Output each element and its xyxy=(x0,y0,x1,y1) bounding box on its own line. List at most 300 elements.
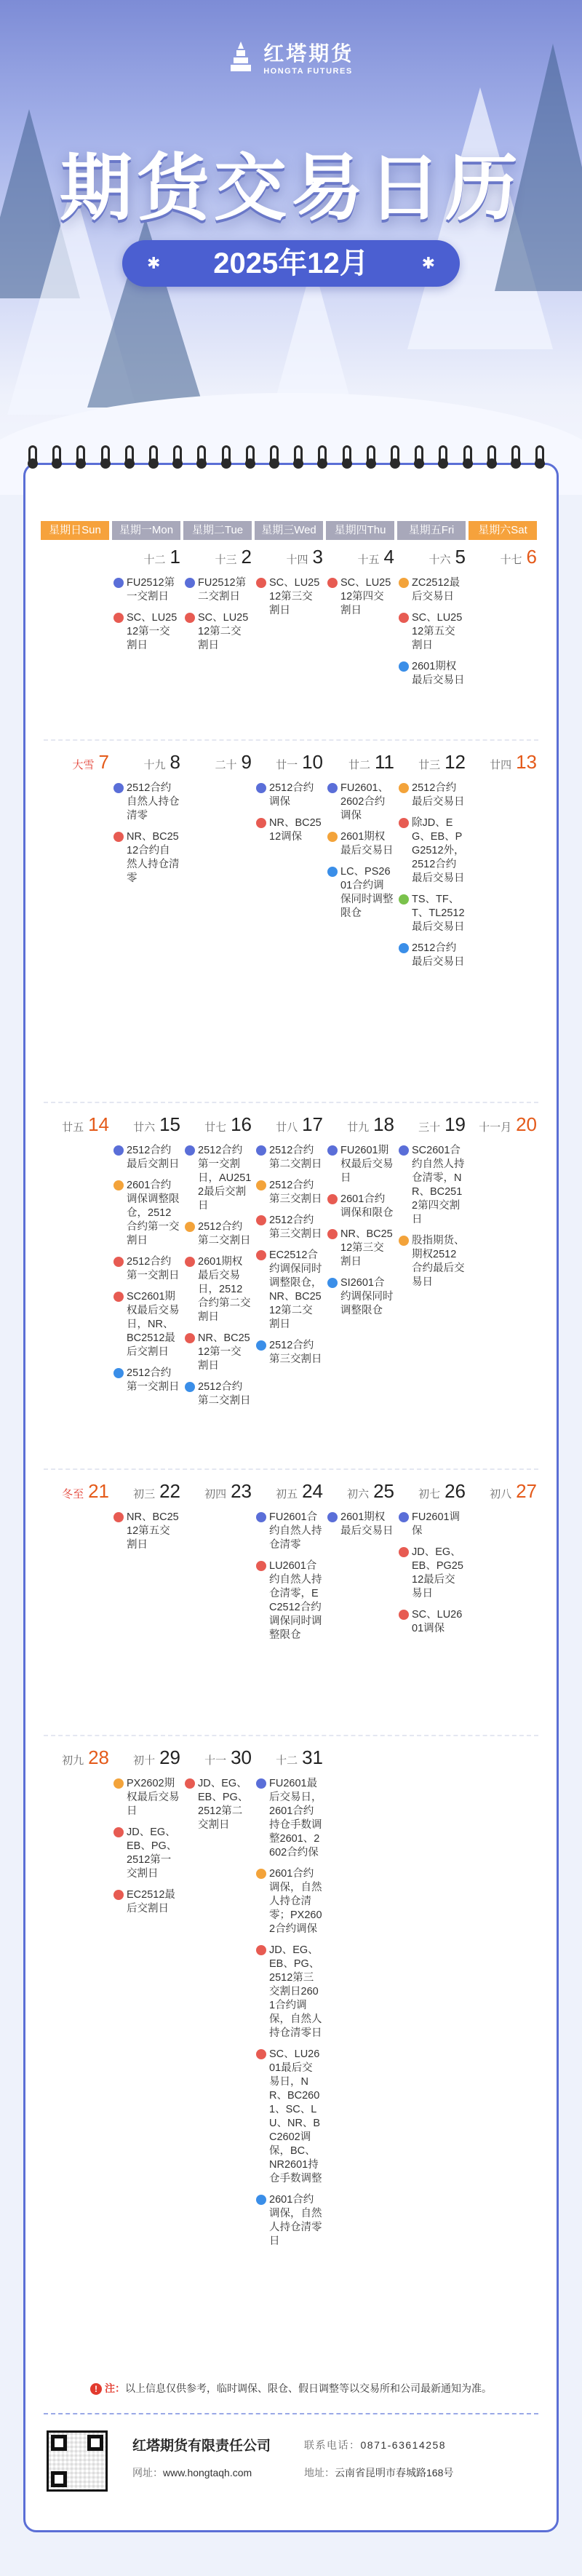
day-number: 28 xyxy=(88,1746,109,1768)
page-title: 期货交易日历 xyxy=(60,148,522,229)
day-header xyxy=(183,750,252,774)
website-label: 网址： xyxy=(132,2467,163,2478)
binder-ring xyxy=(317,445,327,470)
event-text: FU2601最后交易日，2601合约持仓手数调整2601、2602合约保 xyxy=(269,1778,322,1859)
calendar-event xyxy=(112,1290,180,1359)
week-divider xyxy=(44,739,538,741)
event-text: NR、BC2512第三交割日 xyxy=(340,1228,393,1268)
exchange-icon xyxy=(399,1512,409,1522)
calendar-day[interactable] xyxy=(183,1112,252,1408)
company-address xyxy=(304,2465,453,2480)
day-number: 16 xyxy=(231,1113,252,1135)
calendar-event xyxy=(397,1144,466,1227)
day-header xyxy=(326,750,394,774)
exchange-icon xyxy=(399,1610,409,1620)
disclaimer-note xyxy=(44,2381,538,2396)
event-text: FU2601、2602合约调保 xyxy=(340,782,389,822)
event-text: 2601期权最后交易日 xyxy=(412,661,465,686)
binder-rings xyxy=(28,445,554,474)
calendar-event xyxy=(326,1276,394,1318)
event-text: TS、TF、T、TL2512最后交易日 xyxy=(412,894,465,933)
exchange-icon xyxy=(185,1382,195,1392)
lunar-date: 二十 xyxy=(215,759,237,771)
day-header xyxy=(112,1112,180,1137)
calendar-event xyxy=(397,660,466,688)
calendar-event xyxy=(326,1144,394,1185)
exchange-icon xyxy=(113,613,124,623)
calendar-day[interactable] xyxy=(255,750,323,844)
calendar-event xyxy=(112,1511,180,1552)
calendar-day[interactable] xyxy=(469,1112,537,1137)
lunar-date: 廿二 xyxy=(348,759,370,771)
calendar-event xyxy=(183,611,252,653)
exchange-icon xyxy=(327,1194,338,1204)
calendar-event xyxy=(112,1826,180,1881)
day-number: 23 xyxy=(231,1480,252,1502)
event-text: 股指期货、期权2512合约最后交易日 xyxy=(412,1235,465,1288)
calendar-day[interactable] xyxy=(469,750,537,774)
lunar-date: 十三 xyxy=(215,554,237,566)
calendar-event xyxy=(326,830,394,858)
website-value[interactable]: www.hongtaqh.com xyxy=(163,2467,252,2478)
event-text: SC、LU2512第四交割日 xyxy=(340,577,391,616)
weekday-label: 星期六Sat xyxy=(469,521,537,540)
exchange-icon xyxy=(399,783,409,793)
calendar-event xyxy=(183,576,252,604)
brand-name-en: HONGTA FUTURES xyxy=(263,67,353,76)
lunar-date: 初十 xyxy=(133,1754,156,1767)
binder-ring xyxy=(148,445,159,470)
day-number: 8 xyxy=(170,751,180,773)
exchange-icon xyxy=(256,1778,266,1789)
event-text: FU2601合约自然人持仓清零 xyxy=(269,1511,322,1551)
exchange-icon xyxy=(399,818,409,828)
calendar-event xyxy=(326,1228,394,1269)
binder-ring xyxy=(366,445,376,470)
event-text: FU2512第一交割日 xyxy=(127,577,175,603)
event-text: SC、LU2601调保 xyxy=(412,1609,463,1634)
event-text: 2512合约第三交割日 xyxy=(269,1215,322,1240)
footer-divider xyxy=(44,2413,538,2414)
calendar-day[interactable] xyxy=(397,544,466,688)
event-text: JD、EG、EB、PG、2512第一交割日 xyxy=(127,1826,178,1880)
phone-value[interactable]: 0871-63614258 xyxy=(360,2439,447,2451)
event-text: JD、EG、EB、PG、2512第三交割日2601合约调保，自然人持仓清零日 xyxy=(269,1944,322,2039)
event-text: SC2601合约自然人持仓清零，NR、BC2512第四交割日 xyxy=(412,1145,465,1225)
exchange-icon xyxy=(327,1229,338,1239)
day-number: 13 xyxy=(516,751,537,773)
exchange-icon xyxy=(256,1561,266,1571)
lunar-date: 初三 xyxy=(133,1488,156,1500)
calendar-event xyxy=(255,1249,323,1332)
company-name: 红塔期货有限责任公司 xyxy=(132,2438,271,2454)
day-header xyxy=(255,1745,323,1770)
calendar-event xyxy=(183,1144,252,1213)
binder-ring xyxy=(124,445,135,470)
day-header xyxy=(326,544,394,569)
star-icon: ✱ xyxy=(421,254,435,272)
calendar-day[interactable] xyxy=(41,1112,109,1137)
day-number: 2 xyxy=(241,546,252,568)
binder-ring xyxy=(172,445,183,470)
day-header xyxy=(183,544,252,569)
day-header xyxy=(469,544,537,569)
note-text: 以上信息仅供参考，临时调保、限仓、假日调整等以交易所和公司最新通知为准。 xyxy=(125,2382,492,2394)
day-header xyxy=(469,1112,537,1137)
binder-ring xyxy=(293,445,303,470)
lunar-date: 初七 xyxy=(418,1488,441,1500)
lunar-date: 初九 xyxy=(62,1754,84,1767)
exchange-icon xyxy=(256,2049,266,2059)
day-header xyxy=(112,1745,180,1770)
exchange-icon xyxy=(399,1547,409,1557)
alert-icon: ! xyxy=(90,2383,102,2395)
exchange-icon xyxy=(399,578,409,588)
lunar-date: 十五 xyxy=(357,554,380,566)
binder-ring xyxy=(535,445,545,470)
company-phone xyxy=(304,2438,446,2452)
weekday-label: 星期三Wed xyxy=(255,521,323,540)
event-text: 2601合约调保和限仓 xyxy=(340,1193,394,1219)
calendar-day[interactable] xyxy=(112,1112,180,1394)
binder-ring xyxy=(269,445,279,470)
calendar-event xyxy=(326,576,394,618)
binder-ring xyxy=(28,445,38,470)
lunar-date: 初五 xyxy=(276,1488,298,1500)
event-text: 2601期权最后交易日，2512合约第二交割日 xyxy=(198,1256,251,1323)
calendar-event xyxy=(397,1511,466,1538)
lunar-date: 廿六 xyxy=(133,1121,156,1134)
calendar-event xyxy=(326,1511,394,1538)
calendar-day[interactable] xyxy=(183,1745,252,1832)
calendar-day[interactable] xyxy=(255,544,323,618)
calendar-day[interactable] xyxy=(326,1479,394,1538)
event-text: 2512合约第一交割日 xyxy=(127,1256,180,1281)
month-badge xyxy=(122,240,460,287)
day-number: 17 xyxy=(302,1113,323,1135)
event-text: 2512合约最后交割日 xyxy=(127,1145,180,1170)
exchange-icon xyxy=(256,1340,266,1351)
calendar-event xyxy=(397,782,466,809)
calendar-day[interactable] xyxy=(397,1112,466,1289)
calendar-event xyxy=(183,1380,252,1408)
event-text: FU2512第二交割日 xyxy=(198,577,247,603)
exchange-icon xyxy=(399,1145,409,1156)
event-text: SC、LU2512第三交割日 xyxy=(269,577,320,616)
binder-ring xyxy=(52,445,62,470)
calendar-event xyxy=(255,2193,323,2249)
calendar-day[interactable] xyxy=(469,1479,537,1503)
calendar-day[interactable] xyxy=(112,1745,180,1916)
exchange-icon xyxy=(185,1778,195,1789)
binder-ring xyxy=(196,445,207,470)
calendar-event xyxy=(112,1144,180,1172)
event-text: 2512合约第二交割日 xyxy=(198,1381,251,1407)
address-value: 云南省昆明市春城路168号 xyxy=(335,2467,454,2478)
event-text: 2601合约调保调整限仓，2512合约第一交割日 xyxy=(127,1180,180,1247)
event-text: NR、BC2512第五交割日 xyxy=(127,1511,179,1551)
event-text: SC2601期权最后交易日，NR、BC2512最后交割日 xyxy=(127,1291,180,1358)
event-text: EC2512合约调保同时调整限仓，NR、BC2512第二交割日 xyxy=(269,1249,322,1330)
exchange-icon xyxy=(327,1145,338,1156)
event-text: NR、BC2512调保 xyxy=(269,817,322,843)
day-number: 14 xyxy=(88,1113,109,1135)
exchange-icon xyxy=(256,818,266,828)
note-label: 注： xyxy=(105,2382,125,2394)
event-text: SC、LU2512第二交割日 xyxy=(198,612,249,651)
exchange-icon xyxy=(327,867,338,877)
event-text: JD、EG、EB、PG、2512第二交割日 xyxy=(198,1778,249,1831)
exchange-icon xyxy=(113,783,124,793)
binder-ring xyxy=(76,445,86,470)
calendar-day[interactable] xyxy=(397,750,466,969)
event-text: 2512合约第二交割日 xyxy=(269,1145,322,1170)
weekday-label: 星期五Fri xyxy=(397,521,466,540)
binder-ring xyxy=(221,445,231,470)
exchange-icon xyxy=(399,943,409,953)
lunar-date: 十六 xyxy=(428,554,451,566)
day-number: 5 xyxy=(455,546,466,568)
calendar-event xyxy=(397,893,466,934)
brand-name-cn: 红塔期货 xyxy=(263,42,354,65)
calendar-event xyxy=(112,782,180,823)
exchange-icon xyxy=(256,1215,266,1225)
day-header xyxy=(326,1112,394,1137)
exchange-icon xyxy=(113,1512,124,1522)
calendar-day[interactable] xyxy=(255,1745,323,2249)
lunar-date: 廿三 xyxy=(418,759,441,771)
event-text: 2512合约第二交割日 xyxy=(198,1221,251,1247)
qr-code[interactable] xyxy=(47,2430,108,2492)
day-header xyxy=(41,1112,109,1137)
calendar-day[interactable] xyxy=(326,750,394,921)
exchange-icon xyxy=(113,1890,124,1900)
binder-ring xyxy=(487,445,497,470)
event-text: 2512合约调保 xyxy=(269,782,314,808)
lunar-date: 十一月 xyxy=(479,1121,512,1134)
day-number: 25 xyxy=(373,1480,394,1502)
calendar-day[interactable] xyxy=(183,750,252,774)
event-text: 2512合约最后交易日 xyxy=(412,782,465,808)
lunar-date: 十九 xyxy=(143,759,166,771)
calendar-day[interactable] xyxy=(255,1479,323,1642)
day-header xyxy=(255,1112,323,1137)
calendar-event xyxy=(255,2048,323,2186)
lunar-date: 大雪 xyxy=(72,759,95,771)
day-number: 30 xyxy=(231,1746,252,1768)
event-text: 2512合约最后交易日 xyxy=(412,942,465,968)
day-number: 29 xyxy=(159,1746,180,1768)
calendar-event xyxy=(255,1867,323,1936)
day-header xyxy=(183,1112,252,1137)
brand-logo xyxy=(0,38,582,76)
day-header xyxy=(469,750,537,774)
calendar-day[interactable] xyxy=(41,1745,109,1770)
calendar-day[interactable] xyxy=(255,1112,323,1367)
day-header xyxy=(469,1479,537,1503)
event-text: NR、BC2512合约自然人持仓清零 xyxy=(127,831,180,884)
calendar-event xyxy=(112,576,180,604)
exchange-icon xyxy=(113,1145,124,1156)
exchange-icon xyxy=(256,783,266,793)
day-header xyxy=(183,1479,252,1503)
event-text: 2601合约调保，自然人持仓清零日 xyxy=(269,2194,322,2247)
exchange-icon xyxy=(113,1292,124,1302)
exchange-icon xyxy=(256,1945,266,1955)
calendar-day[interactable] xyxy=(112,1479,180,1552)
week-divider xyxy=(44,1735,538,1736)
lunar-date: 十四 xyxy=(286,554,308,566)
calendar-event xyxy=(183,1777,252,1832)
day-number: 3 xyxy=(312,546,323,568)
exchange-icon xyxy=(256,2195,266,2205)
exchange-icon xyxy=(399,894,409,905)
day-number: 24 xyxy=(302,1480,323,1502)
day-header xyxy=(397,544,466,569)
exchange-icon xyxy=(327,783,338,793)
exchange-icon xyxy=(399,1236,409,1246)
day-number: 31 xyxy=(302,1746,323,1768)
exchange-icon xyxy=(185,1333,195,1343)
exchange-icon xyxy=(113,578,124,588)
day-number: 12 xyxy=(445,751,466,773)
binder-ring xyxy=(463,445,473,470)
exchange-icon xyxy=(185,1222,195,1232)
calendar-event xyxy=(112,1888,180,1916)
calendar-event xyxy=(397,611,466,653)
lunar-date: 初八 xyxy=(490,1488,512,1500)
day-number: 10 xyxy=(302,751,323,773)
calendar-event xyxy=(397,1608,466,1636)
lunar-date: 廿八 xyxy=(276,1121,298,1134)
day-header xyxy=(255,544,323,569)
exchange-icon xyxy=(113,1368,124,1378)
day-number: 26 xyxy=(445,1480,466,1502)
calendar-event xyxy=(326,782,394,823)
exchange-icon xyxy=(327,1278,338,1288)
event-text: 除JD、EG、EB、PG2512外，2512合约最后交易日 xyxy=(412,817,465,884)
calendar-event xyxy=(397,942,466,969)
binder-ring xyxy=(414,445,424,470)
calendar-day[interactable] xyxy=(112,750,180,886)
day-header xyxy=(183,1745,252,1770)
calendar-day[interactable] xyxy=(397,1479,466,1636)
day-header xyxy=(255,750,323,774)
address-label: 地址： xyxy=(304,2467,335,2478)
calendar-day[interactable] xyxy=(326,1112,394,1318)
exchange-icon xyxy=(399,661,409,672)
week-divider xyxy=(44,1468,538,1470)
event-text: FU2601调保 xyxy=(412,1511,461,1537)
lunar-date: 初四 xyxy=(204,1488,227,1500)
lunar-date: 十二 xyxy=(276,1754,298,1767)
exchange-icon xyxy=(113,1257,124,1267)
calendar-day[interactable] xyxy=(183,544,252,653)
event-text: 2601期权最后交易日 xyxy=(340,1511,394,1537)
calendar-event xyxy=(112,1255,180,1283)
calendar-event xyxy=(112,1777,180,1818)
calendar-event xyxy=(112,1179,180,1248)
event-text: EC2512最后交割日 xyxy=(127,1889,175,1915)
exchange-icon xyxy=(327,578,338,588)
day-header xyxy=(397,1112,466,1137)
event-text: JD、EG、EB、PG2512最后交易日 xyxy=(412,1546,463,1599)
event-text: 2601合约调保，自然人持仓清零；PX2602合约调保 xyxy=(269,1868,322,1935)
tower-logo-icon xyxy=(228,41,253,72)
calendar-event xyxy=(255,1559,323,1642)
day-header xyxy=(41,750,109,774)
calendar-event xyxy=(183,1220,252,1248)
lunar-date: 三十 xyxy=(418,1121,441,1134)
exchange-icon xyxy=(113,1778,124,1789)
lunar-date: 廿七 xyxy=(204,1121,227,1134)
day-header xyxy=(112,1479,180,1503)
calendar-day[interactable] xyxy=(183,1479,252,1503)
binder-ring xyxy=(511,445,521,470)
event-text: SC、LU2512第五交割日 xyxy=(412,612,463,651)
day-number: 27 xyxy=(516,1480,537,1502)
calendar-day[interactable] xyxy=(469,544,537,569)
lunar-date: 廿四 xyxy=(490,759,512,771)
calendar-event xyxy=(397,1234,466,1289)
event-text: 2512合约自然人持仓清零 xyxy=(127,782,180,822)
event-text: 2512合约第一交割日 xyxy=(127,1367,180,1393)
calendar-event xyxy=(397,816,466,886)
phone-label: 联系电话： xyxy=(304,2439,361,2451)
company-website xyxy=(132,2465,252,2480)
event-text: 2512合约第三交割日 xyxy=(269,1340,322,1365)
exchange-icon xyxy=(256,1145,266,1156)
lunar-date: 十一 xyxy=(204,1754,227,1767)
event-text: 2512合约第三交割日 xyxy=(269,1180,322,1205)
lunar-date: 十七 xyxy=(500,554,522,566)
calendar-event xyxy=(112,830,180,886)
exchange-icon xyxy=(185,1145,195,1156)
calendar-event xyxy=(255,1339,323,1367)
exchange-icon xyxy=(185,578,195,588)
calendar-event xyxy=(255,1214,323,1241)
lunar-date: 十二 xyxy=(143,554,166,566)
event-text: LC、PS2601合约调保同时调整限仓 xyxy=(340,866,394,919)
binder-ring xyxy=(100,445,111,470)
calendar-day[interactable] xyxy=(41,1479,109,1503)
calendar-day[interactable] xyxy=(41,750,109,774)
binder-ring xyxy=(245,445,255,470)
day-number: 15 xyxy=(159,1113,180,1135)
day-header xyxy=(112,750,180,774)
exchange-icon xyxy=(113,832,124,842)
exchange-icon xyxy=(256,1180,266,1190)
event-text: SI2601合约调保同时调整限仓 xyxy=(340,1277,394,1316)
calendar-event xyxy=(183,1332,252,1373)
day-number: 7 xyxy=(98,751,109,773)
calendar-day[interactable] xyxy=(326,544,394,618)
exchange-icon xyxy=(256,1512,266,1522)
day-number: 6 xyxy=(526,546,537,568)
day-header xyxy=(397,1479,466,1503)
event-text: LU2601合约自然人持仓清零，EC2512合约调保同时调整限仓 xyxy=(269,1560,322,1641)
exchange-icon xyxy=(256,1869,266,1879)
lunar-date: 冬至 xyxy=(62,1488,84,1500)
day-number: 11 xyxy=(375,751,394,773)
event-text: SC、LU2512第一交割日 xyxy=(127,612,178,651)
exchange-icon xyxy=(185,1257,195,1267)
calendar-day[interactable] xyxy=(112,544,180,653)
calendar-event xyxy=(326,1193,394,1220)
day-header xyxy=(397,750,466,774)
calendar-event xyxy=(397,1546,466,1601)
lunar-date: 廿九 xyxy=(347,1121,370,1134)
